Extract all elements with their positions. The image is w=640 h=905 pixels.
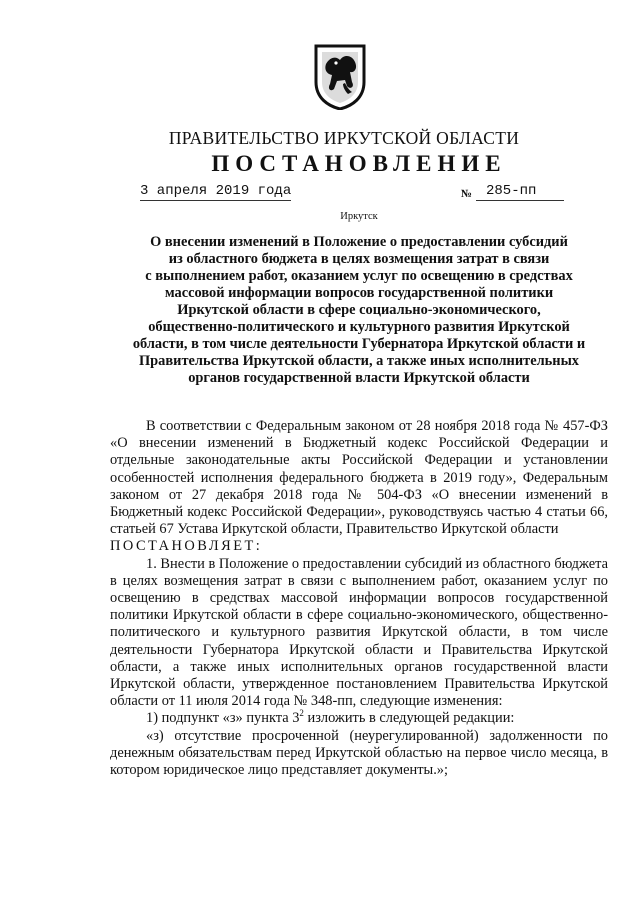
subitem-1-paragraph xyxy=(110,710,608,727)
document-body xyxy=(110,418,608,779)
title-line: из областного бюджета в целях возмещения затрат в связи xyxy=(168,251,550,267)
subitem-1-text: 1) подпункт «з» пункта 3 xyxy=(146,710,300,727)
irkutsk-coat-of-arms-icon xyxy=(312,42,368,110)
title-line: Иркутской области в сфере социально-экономического, xyxy=(177,302,541,318)
number-sign: № xyxy=(461,188,473,200)
title-line: общественно-политического и культурного развития Иркутской xyxy=(148,319,570,335)
document-number: 285-пп xyxy=(476,183,564,201)
title-line: массовой информации вопросов государственной политики xyxy=(164,285,554,301)
title-line: области, в том числе деятельности Губернатора Иркутской области и xyxy=(132,336,586,352)
quoted-amendment: «з) отсутствие просроченной (неурегулированной) задолженности по денежным обязательствам перед Иркутской областью на первое число месяца, в котором юридическое лицо представляет документы.»; xyxy=(110,727,608,779)
subitem-1-text-end: изложить в следующей редакции: xyxy=(303,710,515,727)
title-line: Правительства Иркутской области, а также иных исполнительных xyxy=(138,353,580,369)
document-title xyxy=(110,234,608,387)
title-line: О внесении изменений в Положение о предоставлении субсидий xyxy=(150,234,568,250)
superscript: 2 xyxy=(299,708,304,719)
title-line: с выполнением работ, оказанием услуг по освещению в средствах xyxy=(145,268,573,284)
organization-name: ПРАВИТЕЛЬСТВО ИРКУТСКОЙ ОБЛАСТИ xyxy=(168,128,520,148)
decree-heading: ПОСТАНОВЛЯЕТ: xyxy=(110,538,263,555)
city-name: Иркутск xyxy=(340,211,378,222)
title-line: органов государственной власти Иркутской области xyxy=(188,370,530,386)
preamble-paragraph: В соответствии с Федеральным законом от 28 ноября 2018 года № 457-ФЗ «О внесении изменений в Бюджетный кодекс Российской Федерации и отдельные законодательные акты Российской Федерации и установлении особенностей исполнения федерального бюджета в 2019 году», Федеральным законом от 27 декабря 2018 года № 504-ФЗ «О внесении изменений в Бюджетный кодекс Российской Федерации», руководствуясь частью 4 статьи 66, статьей 67 Устава Иркутской области, Правительство Иркутской области xyxy=(110,418,608,538)
document-date: 3 апреля 2019 года xyxy=(140,183,292,199)
document-type: ПОСТАНОВЛЕНИЕ xyxy=(211,151,507,176)
item-1-paragraph: 1. Внести в Положение о предоставлении субсидий из областного бюджета в целях возмещения затрат в связи с выполнением работ, оказанием услуг по освещению в средствах массовой информации вопросов государственной политики Иркутской области в сфере социально-экономического, общественно-политического и культурного развития Иркутской области, в том числе деятельности Губернатора Иркутской области и Правительства Иркутской области, а также иных исполнительных органов государственной власти Иркутской области, утвержденное постановлением Правительства Иркутской области от 11 июля 2014 года № 348-пп, следующие изменения: xyxy=(110,555,608,710)
